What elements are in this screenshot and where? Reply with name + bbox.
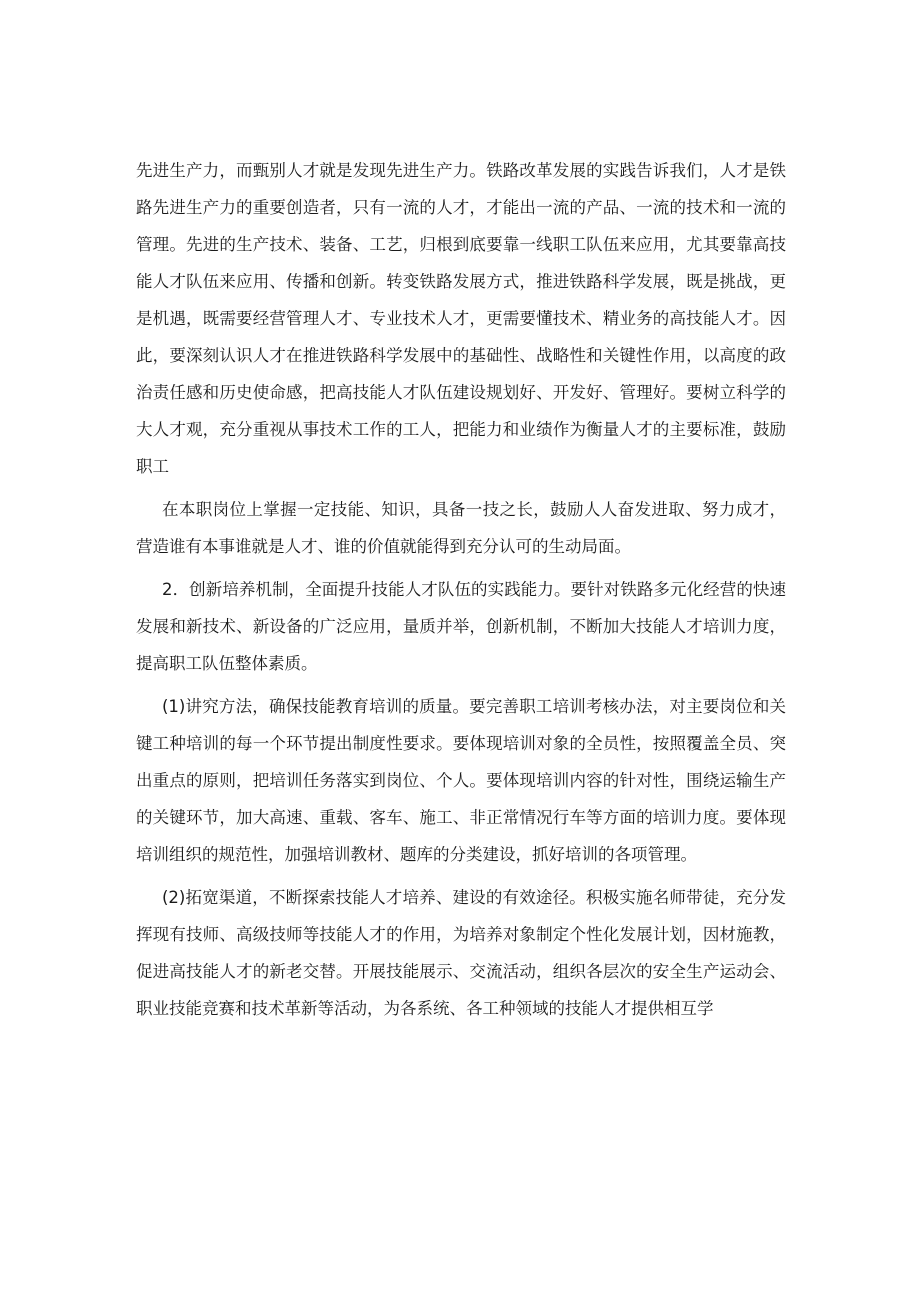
paragraph-2: 在本职岗位上掌握一定技能、知识，具备一技之长，鼓励人人奋发进取、努力成才，营造谁有本事谁就是人才、谁的价值就能得到充分认可的生动局面。 bbox=[136, 500, 786, 556]
paragraph-4: (1)讲究方法，确保技能教育培训的质量。要完善职工培训考核办法，对主要岗位和关键工种培训的每一个环节提出制度性要求。要体现培训对象的全员性，按照覆盖全员、突出重点的原则，把培训任务落实到岗位、个人。要体现培训内容的针对性，围绕运输生产的关键环节，加大高速、重载、客车、施工、非正常情况行车等方面的培训力度。要体现培训组织的规范性，加强培训教材、题库的分类建设，抓好培训的各项管理。 bbox=[136, 697, 786, 864]
paragraph-1: 先进生产力，而甄别人才就是发现先进生产力。铁路改革发展的实践告诉我们，人才是铁路先进生产力的重要创造者，只有一流的人才，才能出一流的产品、一流的技术和一流的管理。先进的生产技术、装备、工艺，归根到底要靠一线职工队伍来应用，尤其要靠高技能人才队伍来应用、传播和创新。转变铁路发展方式，推进铁路科学发展，既是挑战，更是机遇，既需要经营管理人才、专业技术人才，更需要懂技术、精业务的高技能人才。因此，要深刻认识人才在推进铁路科学发展中的基础性、战略性和关键性作用，以高度的政治责任感和历史使命感，把高技能人才队伍建设规划好、开发好、管理好。要树立科学的大人才观，充分重视从事技术工作的工人，把能力和业绩作为衡量人才的主要标准，鼓励职工 bbox=[136, 161, 786, 476]
paragraph-5: (2)拓宽渠道，不断探索技能人才培养、建设的有效途径。积极实施名师带徒，充分发挥现有技师、高级技师等技能人才的作用，为培养对象制定个性化发展计划，因材施教，促进高技能人才的新老交替。开展技能展示、交流活动，组织各层次的安全生产运动会、职业技能竞赛和技术革新等活动，为各系统、各工种领域的技能人才提供相互学 bbox=[136, 888, 786, 1018]
paragraph-3: 2．创新培养机制，全面提升技能人才队伍的实践能力。要针对铁路多元化经营的快速发展和新技术、新设备的广泛应用，量质并举，创新机制，不断加大技能人才培训力度，提高职工队伍整体素质。 bbox=[136, 580, 786, 673]
document-body bbox=[136, 152, 786, 1027]
